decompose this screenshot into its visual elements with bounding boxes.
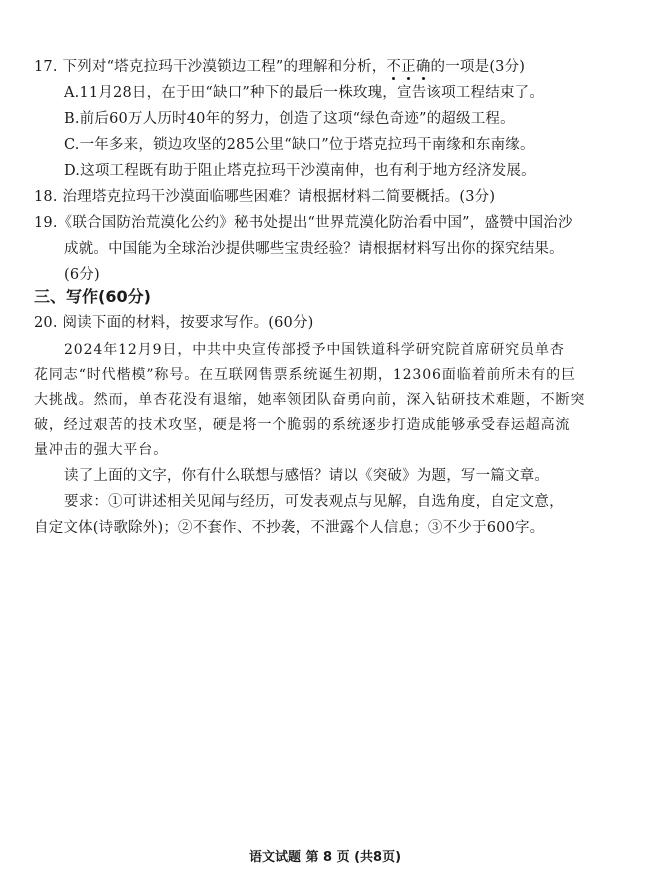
material-line: 大挑战。然而，单杏花没有退缩，她率领团队奋勇向前，深入钻研技术难题，不断突 [34, 392, 586, 408]
requirements-line: 自定文体(诗歌除外)；②不套作、不抄袭，不泄露个人信息；③不少于600字。 [34, 520, 545, 536]
emphasis-char: 确 [415, 59, 431, 75]
question-18: 18. 治理塔克拉玛干沙漠面临哪些困难？请根据材料二简要概括。(3分) [34, 189, 496, 205]
q17-option-c: C.一年多来，锁边攻坚的285公里“缺口”位于塔克拉玛干南缘和东南缘。 [64, 137, 535, 153]
emphasis-char: 正 [401, 59, 416, 75]
requirements-line: 要求：①可讲述相关见闻与经历，可发表观点与见解，自选角度，自定文意， [64, 494, 564, 510]
material-line: 量冲击的强大平台。 [34, 442, 169, 458]
q17-option-a: A.11月28日，在于田“缺口”种下的最后一株玫瑰，宣告该项工程结束了。 [64, 85, 545, 101]
q17-stem-part-a: 17. 下列对“塔克拉玛干沙漠锁边工程”的理解和分析， [34, 59, 387, 75]
material-line: 花同志“时代楷模”称号。在互联网售票系统诞生初期，12306面临着前所未有的巨 [34, 367, 576, 383]
material-line: 破，经过艰苦的技术攻坚，硬是将一个脆弱的系统逐步打造成能够承受春运超高流 [34, 417, 571, 433]
question-19-line: 19.《联合国防治荒漠化公约》秘书处提出“世界荒漠化防治看中国”，盛赞中国治沙 [34, 215, 573, 231]
question-20-stem: 20. 阅读下面的材料，按要求写作。(60分) [34, 315, 314, 331]
page-footer: 语文试题 第 8 页 (共8页) [248, 850, 402, 865]
material-line: 2024年12月9日，中共中央宣传部授予中国铁道科学研究院首席研究员单杏 [64, 342, 565, 358]
q17-option-b: B.前后60万人历时40年的努力，创造了这项“绿色奇迹”的超级工程。 [64, 111, 515, 127]
question-19-score: (6分) [64, 267, 100, 283]
question-17-stem [34, 57, 525, 77]
emphasis-char: 不 [386, 59, 402, 75]
q17-stem-part-b: 的一项是(3分) [430, 59, 526, 75]
question-19-line: 成就。中国能为全球治沙提供哪些宝贵经验？请根据材料写出你的探究结果。 [64, 241, 564, 257]
section-heading: 三、写作(60分) [34, 287, 151, 306]
writing-prompt: 读了上面的文字，你有什么联想与感悟？请以《突破》为题，写一篇文章。 [64, 468, 550, 484]
q17-option-d: D.这项工程既有助于阻止塔克拉玛干沙漠南伸，也有利于地方经济发展。 [64, 163, 536, 179]
